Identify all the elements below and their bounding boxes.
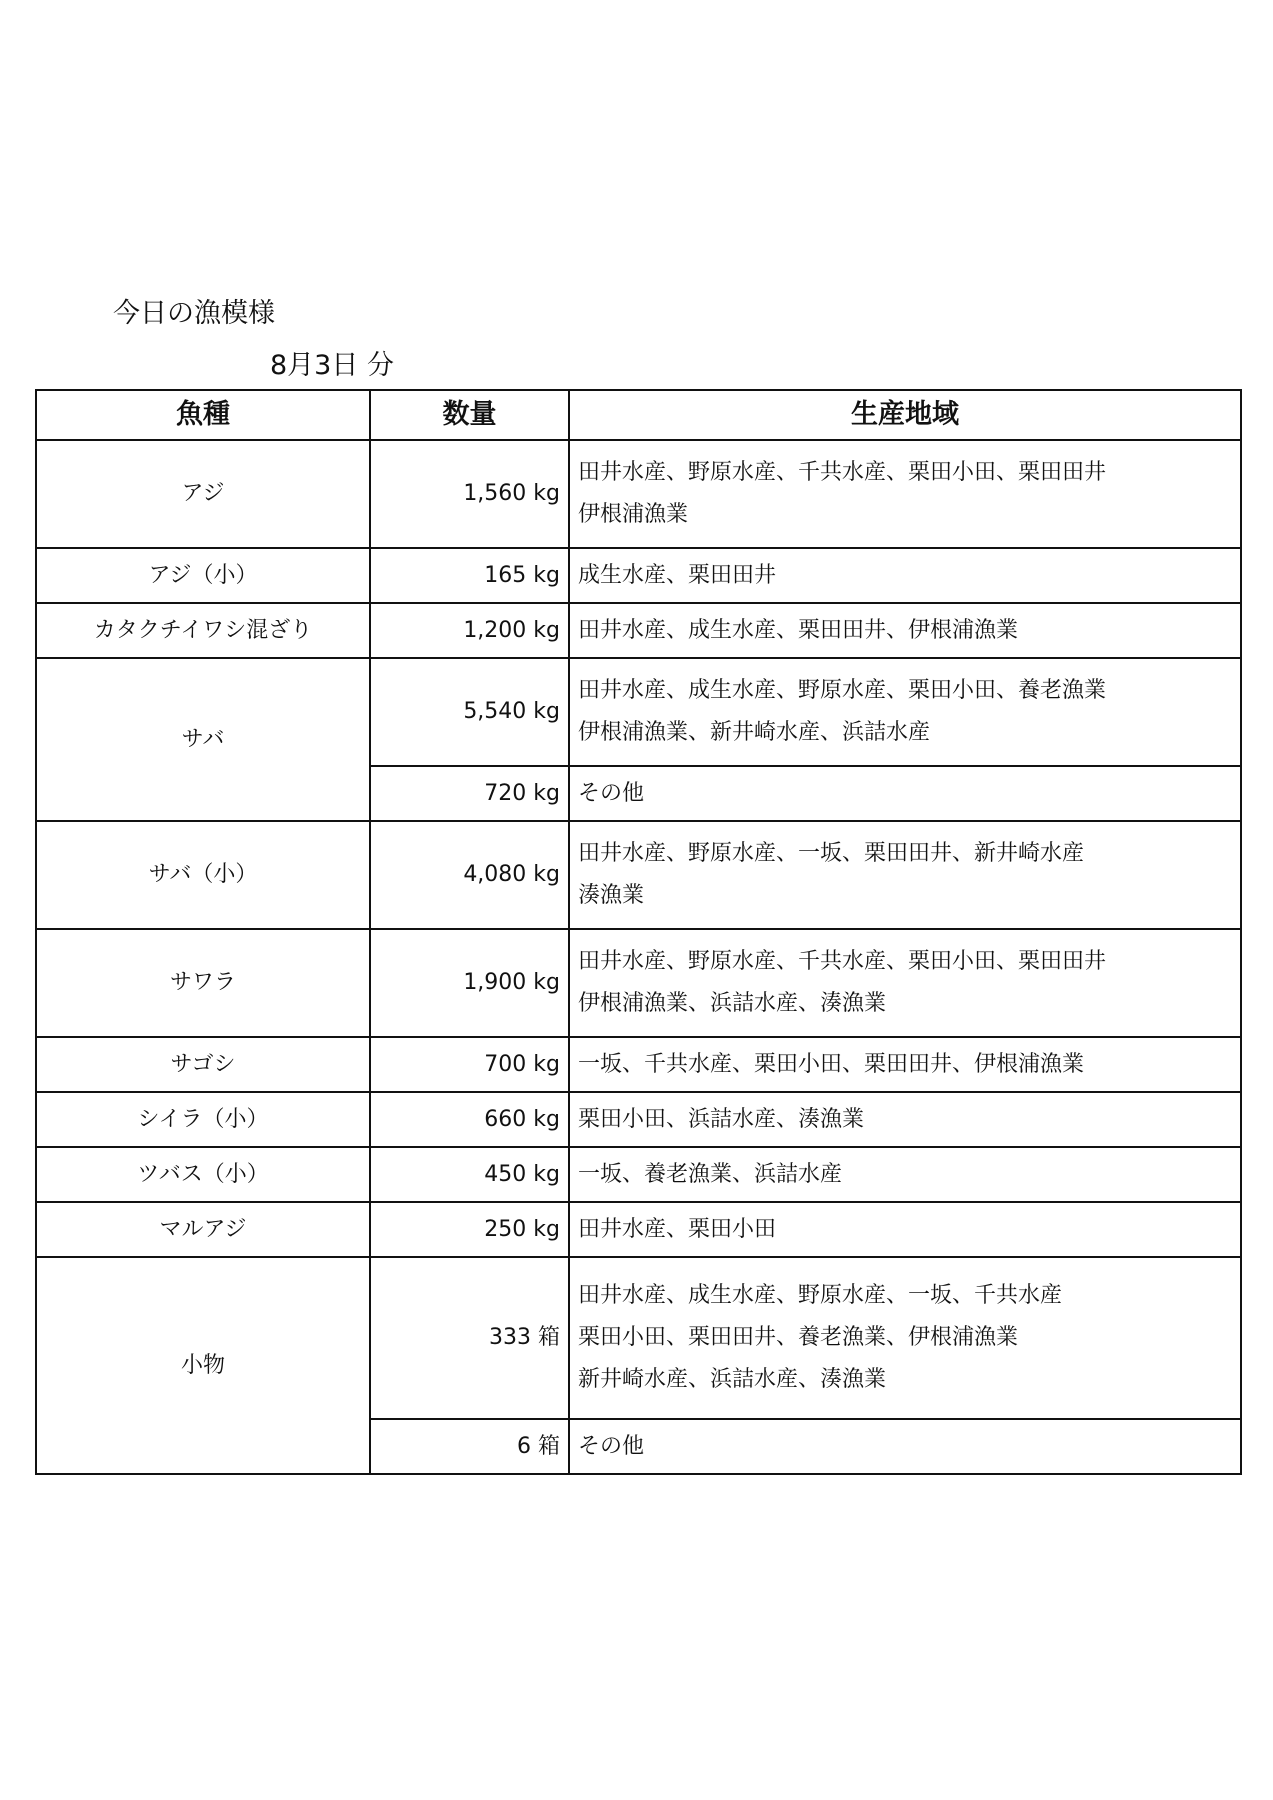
area-line: 湊漁業 (578, 883, 645, 908)
table-row (36, 440, 1241, 548)
area-cell (569, 548, 1241, 603)
area-cell (569, 1419, 1241, 1474)
table-header-row (36, 390, 1241, 440)
area-cell (569, 1092, 1241, 1147)
table-row (36, 658, 1241, 766)
quantity-cell: 1,200 kg (370, 603, 569, 658)
fish-cell: ツバス（小） (36, 1147, 370, 1202)
area-cell (569, 1037, 1241, 1092)
document-title: 今日の漁模様 (113, 298, 275, 329)
area-cell (569, 603, 1241, 658)
table-row (36, 603, 1241, 658)
area-line: 新井崎水産、浜詰水産、湊漁業 (578, 1367, 887, 1392)
fish-cell: シイラ（小） (36, 1092, 370, 1147)
area-cell (569, 440, 1241, 548)
area-line: 一坂、養老漁業、浜詰水産 (578, 1161, 843, 1187)
fish-cell: サゴシ (36, 1037, 370, 1092)
area-line: 伊根浦漁業 (578, 502, 689, 527)
table-row (36, 548, 1241, 603)
fish-cell: カタクチイワシ混ざり (36, 603, 370, 658)
area-cell (569, 766, 1241, 821)
area-cell (569, 821, 1241, 929)
fish-cell: 小物 (36, 1257, 370, 1474)
table-row (36, 1092, 1241, 1147)
area-line: 栗田小田、栗田田井、養老漁業、伊根浦漁業 (578, 1325, 1019, 1350)
fish-cell: アジ (36, 440, 370, 548)
area-line: 伊根浦漁業、浜詰水産、湊漁業 (578, 991, 887, 1016)
area-line: その他 (578, 1433, 645, 1459)
area-line: 田井水産、栗田小田 (578, 1216, 777, 1242)
header-quantity: 数量 (370, 390, 569, 440)
quantity-cell: 660 kg (370, 1092, 569, 1147)
catch-table (35, 389, 1242, 1475)
area-line: 田井水産、野原水産、千共水産、栗田小田、栗田田井 (578, 460, 1107, 485)
area-line: 田井水産、成生水産、野原水産、栗田小田、養老漁業 (578, 678, 1107, 703)
fish-cell: マルアジ (36, 1202, 370, 1257)
area-line: 伊根浦漁業、新井崎水産、浜詰水産 (578, 720, 931, 745)
quantity-cell: 6 箱 (370, 1419, 569, 1474)
table-row (36, 821, 1241, 929)
area-line: 田井水産、野原水産、一坂、栗田田井、新井崎水産 (578, 841, 1085, 866)
quantity-cell: 4,080 kg (370, 821, 569, 929)
table-row (36, 1257, 1241, 1419)
quantity-cell: 165 kg (370, 548, 569, 603)
quantity-cell: 720 kg (370, 766, 569, 821)
table-row (36, 929, 1241, 1037)
area-line: 田井水産、野原水産、千共水産、栗田小田、栗田田井 (578, 949, 1107, 974)
area-line: 田井水産、成生水産、栗田田井、伊根浦漁業 (578, 617, 1019, 643)
area-cell (569, 658, 1241, 766)
area-line: 一坂、千共水産、栗田小田、栗田田井、伊根浦漁業 (578, 1051, 1085, 1077)
area-cell (569, 929, 1241, 1037)
fish-cell: サバ（小） (36, 821, 370, 929)
table-row (36, 1037, 1241, 1092)
area-cell (569, 1257, 1241, 1419)
area-line: 成生水産、栗田田井 (578, 562, 777, 588)
quantity-cell: 333 箱 (370, 1257, 569, 1419)
table-row (36, 1147, 1241, 1202)
quantity-cell: 700 kg (370, 1037, 569, 1092)
header-area: 生産地域 (569, 390, 1241, 440)
table-row (36, 1202, 1241, 1257)
fish-cell: サワラ (36, 929, 370, 1037)
quantity-cell: 1,900 kg (370, 929, 569, 1037)
quantity-cell: 5,540 kg (370, 658, 569, 766)
area-line: 栗田小田、浜詰水産、湊漁業 (578, 1106, 865, 1132)
area-cell (569, 1202, 1241, 1257)
fish-cell: アジ（小） (36, 548, 370, 603)
header-fish: 魚種 (36, 390, 370, 440)
quantity-cell: 1,560 kg (370, 440, 569, 548)
fish-cell: サバ (36, 658, 370, 821)
document-date: 8月3日 分 (270, 350, 394, 381)
area-line: 田井水産、成生水産、野原水産、一坂、千共水産 (578, 1283, 1063, 1308)
area-cell (569, 1147, 1241, 1202)
quantity-cell: 250 kg (370, 1202, 569, 1257)
area-line: その他 (578, 780, 645, 806)
quantity-cell: 450 kg (370, 1147, 569, 1202)
